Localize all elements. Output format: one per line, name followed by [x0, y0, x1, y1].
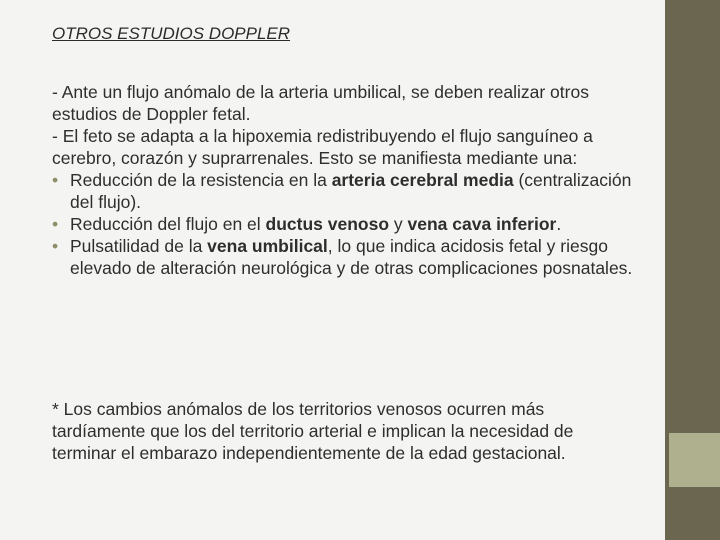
slide-title: OTROS ESTUDIOS DOPPLER — [52, 24, 291, 43]
footnote: * Los cambios anómalos de los territorios venosos ocurren más tardíamente que los del territorio arterial e implican la necesidad de terminar el embarazo independientemente de la edad gestacional. — [52, 399, 574, 463]
bullet-list — [52, 169, 642, 279]
bullet-item-3: • Pulsatilidad de la vena umbilical, lo que indica acidosis fetal y riesgo elevado de alteración neurológica y de otras complicaciones posnatales. — [52, 236, 633, 278]
bullet-icon: • — [52, 170, 59, 190]
bullet-item-1: • Reducción de la resistencia en la arteria cerebral media (centralización del flujo). — [52, 170, 632, 212]
decorative-side-accent — [669, 433, 720, 487]
intro-paragraph-1: - Ante un flujo anómalo de la arteria umbilical, se deben realizar otros estudios de Doppler fetal. — [52, 82, 589, 124]
bullet-icon: • — [52, 214, 59, 234]
slide-body — [52, 81, 642, 279]
bullet-item-2: • Reducción del flujo en el ductus venoso y vena cava inferior. — [52, 214, 562, 234]
intro-paragraph-2: - El feto se adapta a la hipoxemia redistribuyendo el flujo sanguíneo a cerebro, corazón y suprarrenales. Esto se manifiesta mediante una: — [52, 126, 593, 168]
bullet-icon: • — [52, 236, 59, 256]
